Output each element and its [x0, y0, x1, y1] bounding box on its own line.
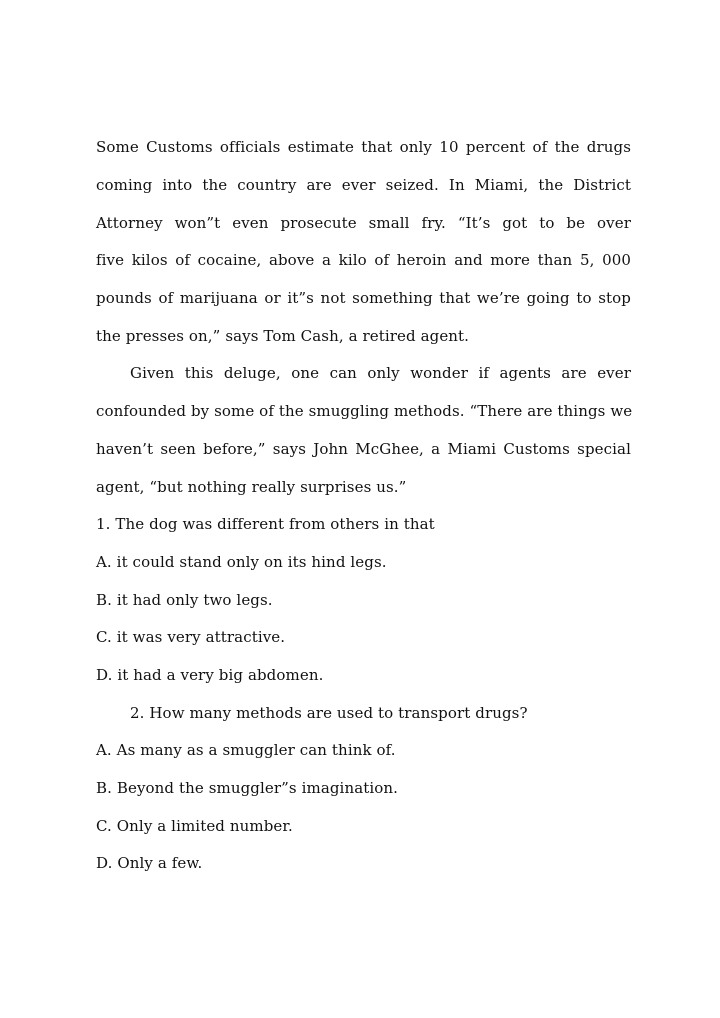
question-2-stem: 2. How many methods are used to transport drugs?	[130, 704, 528, 722]
paragraph-1-line: pounds of marijuana or it”s not something that we’re going to stop	[96, 289, 631, 307]
paragraph-1-line: the presses on,” says Tom Cash, a retired agent.	[96, 327, 470, 345]
paragraph-2-line: agent, “but nothing really surprises us.”	[96, 478, 407, 496]
question-2-option-d: D. Only a few.	[96, 854, 203, 872]
paragraph-1-line: Attorney won”t even prosecute small fry. “It’s got to be over	[96, 214, 631, 232]
paragraph-1-line: five kilos of cocaine, above a kilo of heroin and more than 5, 000	[96, 251, 631, 269]
question-2-option-b: B. Beyond the smuggler”s imagination.	[96, 779, 399, 797]
paragraph-2-line: confounded by some of the smuggling methods. “There are things we	[96, 402, 633, 420]
question-1-stem: 1. The dog was different from others in that	[96, 515, 435, 533]
question-1-option-b: B. it had only two legs.	[96, 591, 273, 609]
question-1-option-d: D. it had a very big abdomen.	[96, 666, 324, 684]
question-2-option-a: A. As many as a smuggler can think of.	[96, 741, 396, 759]
question-2-option-c: C. Only a limited number.	[96, 817, 293, 835]
paragraph-1-line: Some Customs officials estimate that only 10 percent of the drugs	[96, 138, 631, 156]
question-1-option-a: A. it could stand only on its hind legs.	[96, 553, 387, 571]
paragraph-2-line: Given this deluge, one can only wonder if agents are ever	[130, 364, 631, 382]
paragraph-2-line: haven’t seen before,” says John McGhee, a Miami Customs special	[96, 440, 631, 458]
question-1-option-c: C. it was very attractive.	[96, 628, 286, 646]
paragraph-1-line: coming into the country are ever seized. In Miami, the District	[96, 176, 631, 194]
